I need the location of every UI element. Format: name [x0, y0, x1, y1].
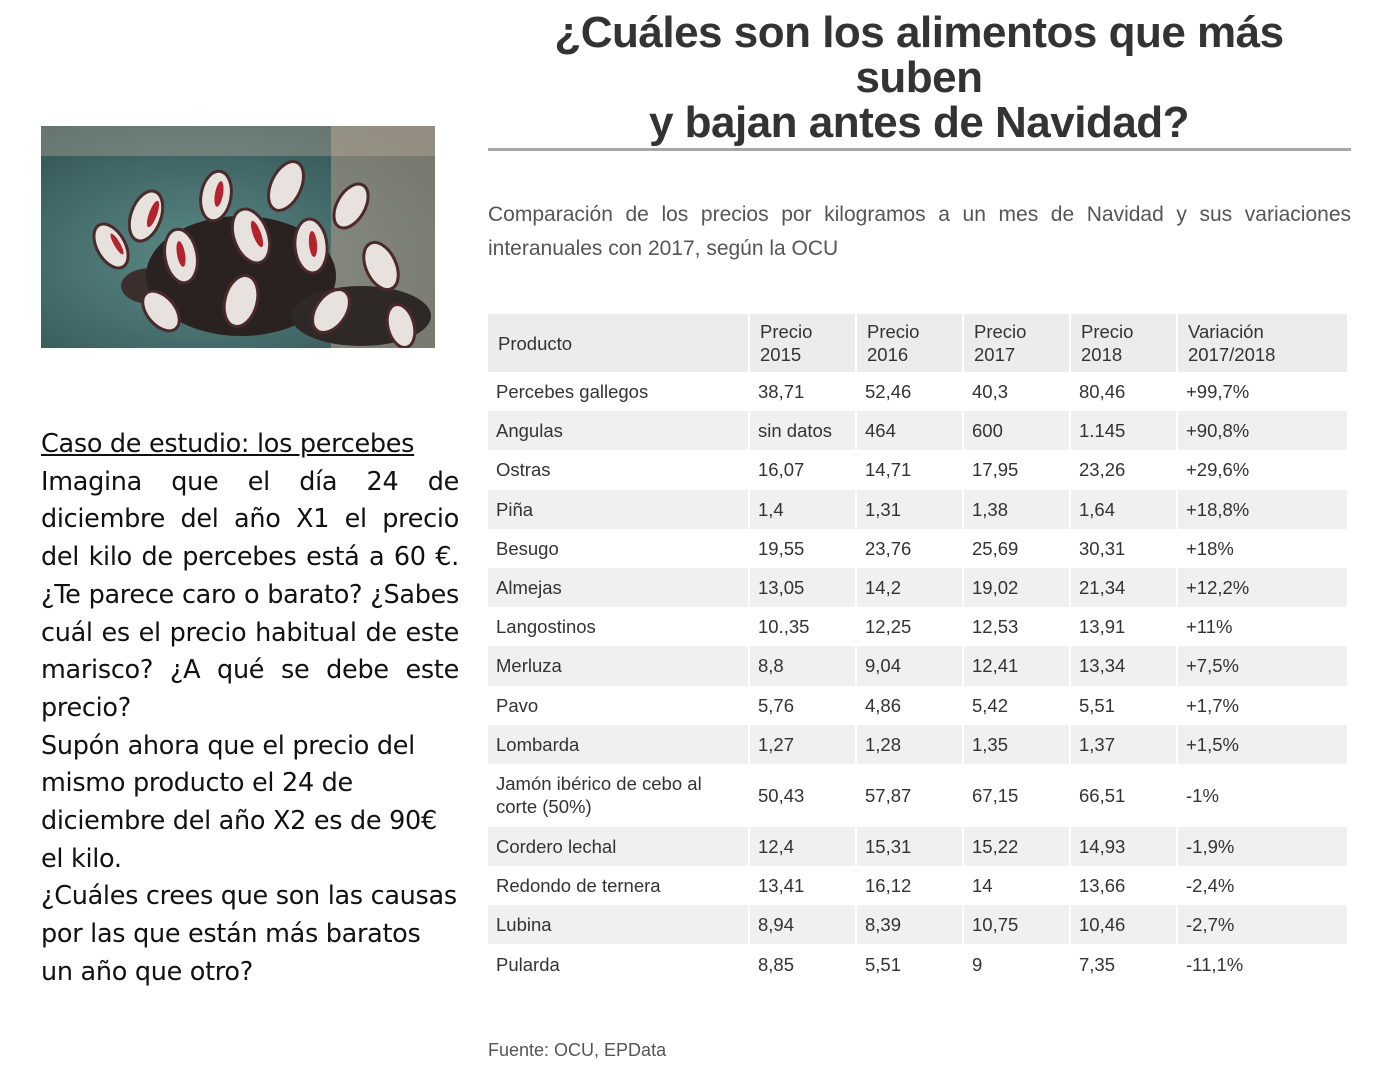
cell-price-2016: 52,46 [857, 372, 964, 411]
cell-price-2015: 5,76 [750, 686, 857, 725]
cell-variation: -11,1% [1178, 944, 1349, 983]
cell-price-2016: 8,39 [857, 905, 964, 944]
cell-price-2015: 1,27 [750, 725, 857, 764]
cell-price-2015: 1,4 [750, 490, 857, 529]
cell-price-2018: 10,46 [1071, 905, 1178, 944]
cell-product: Lubina [488, 905, 750, 944]
cell-price-2017: 15,22 [964, 827, 1071, 866]
cell-product: Angulas [488, 411, 750, 450]
cell-price-2015: 10.,35 [750, 607, 857, 646]
cell-variation: -2,4% [1178, 866, 1349, 905]
header-variation: Variación 2017/2018 [1178, 314, 1349, 372]
cell-price-2016: 464 [857, 411, 964, 450]
cell-product: Cordero lechal [488, 827, 750, 866]
header-price-2018: Precio 2018 [1071, 314, 1178, 372]
source-note: Fuente: OCU, EPData [488, 1040, 667, 1060]
cell-price-2015: 16,07 [750, 450, 857, 489]
cell-price-2017: 14 [964, 866, 1071, 905]
cell-price-2018: 7,35 [1071, 944, 1178, 983]
cell-price-2015: 8,8 [750, 646, 857, 685]
cell-product: Langostinos [488, 607, 750, 646]
cell-price-2017: 5,42 [964, 686, 1071, 725]
cell-price-2018: 5,51 [1071, 686, 1178, 725]
cell-price-2016: 4,86 [857, 686, 964, 725]
cell-price-2015: 38,71 [750, 372, 857, 411]
table-row [488, 686, 1349, 725]
table-row [488, 866, 1349, 905]
cell-variation: +18,8% [1178, 490, 1349, 529]
cell-price-2015: 19,55 [750, 529, 857, 568]
table-row [488, 646, 1349, 685]
header-price-2017: Precio 2017 [964, 314, 1071, 372]
cell-price-2017: 9 [964, 944, 1071, 983]
cell-price-2016: 15,31 [857, 827, 964, 866]
cell-price-2018: 80,46 [1071, 372, 1178, 411]
cell-variation: +12,2% [1178, 568, 1349, 607]
cell-price-2016: 1,31 [857, 490, 964, 529]
cell-product: Percebes gallegos [488, 372, 750, 411]
table-row [488, 607, 1349, 646]
cell-price-2015: sin datos [750, 411, 857, 450]
cell-price-2018: 13,66 [1071, 866, 1178, 905]
header-product: Producto [488, 314, 750, 372]
price-table [488, 314, 1349, 984]
cell-price-2017: 67,15 [964, 764, 1071, 827]
case-study-heading: Caso de estudio: los percebes [41, 429, 415, 459]
cell-price-2016: 14,71 [857, 450, 964, 489]
cell-variation: -1,9% [1178, 827, 1349, 866]
cell-price-2018: 13,91 [1071, 607, 1178, 646]
cell-product: Jamón ibérico de cebo al corte (50%) [488, 764, 750, 827]
cell-price-2016: 23,76 [857, 529, 964, 568]
cell-price-2017: 10,75 [964, 905, 1071, 944]
table-row [488, 827, 1349, 866]
cell-variation: -1% [1178, 764, 1349, 827]
cell-price-2017: 25,69 [964, 529, 1071, 568]
table-row [488, 372, 1349, 411]
cell-price-2016: 14,2 [857, 568, 964, 607]
cell-price-2016: 57,87 [857, 764, 964, 827]
cell-price-2018: 66,51 [1071, 764, 1178, 827]
page-title-line-2: y bajan antes de Navidad? [648, 98, 1190, 147]
cell-variation: +99,7% [1178, 372, 1349, 411]
header-price-2015: Precio 2015 [750, 314, 857, 372]
cell-variation: +1,5% [1178, 725, 1349, 764]
cell-variation: +29,6% [1178, 450, 1349, 489]
cell-variation: +18% [1178, 529, 1349, 568]
cell-price-2015: 8,94 [750, 905, 857, 944]
page-title-line-1: ¿Cuáles son los alimentos que más suben [554, 8, 1284, 102]
cell-variation: +90,8% [1178, 411, 1349, 450]
cell-variation: +7,5% [1178, 646, 1349, 685]
cell-product: Merluza [488, 646, 750, 685]
cell-price-2015: 12,4 [750, 827, 857, 866]
header-price-2016: Precio 2016 [857, 314, 964, 372]
percebes-photo-icon [41, 126, 435, 348]
table-row [488, 944, 1349, 983]
table-row [488, 450, 1349, 489]
cell-price-2017: 600 [964, 411, 1071, 450]
cell-price-2017: 40,3 [964, 372, 1071, 411]
cell-price-2016: 9,04 [857, 646, 964, 685]
case-study-paragraph-1: Imagina que el día 24 de diciembre del año X1 el precio del kilo de percebes está a 60 €. ¿Te parece caro o barato? ¿Sabes cuál es el precio habitual de este marisco? ¿A qué se debe este precio? [41, 466, 459, 723]
table-row [488, 905, 1349, 944]
case-study-paragraph-2: Supón ahora que el precio del mismo producto el 24 de diciembre del año X2 es de 90€ el kilo. [41, 730, 437, 874]
cell-price-2017: 12,53 [964, 607, 1071, 646]
table-row [488, 764, 1349, 827]
title-divider [488, 148, 1351, 151]
cell-price-2018: 1,37 [1071, 725, 1178, 764]
cell-price-2016: 1,28 [857, 725, 964, 764]
cell-price-2017: 19,02 [964, 568, 1071, 607]
table-subtitle: Comparación de los precios por kilogramos a un mes de Navidad y sus variaciones interanuales con 2017, según la OCU [488, 203, 1351, 260]
table-header-row [488, 314, 1349, 372]
cell-product: Redondo de ternera [488, 866, 750, 905]
cell-price-2017: 1,35 [964, 725, 1071, 764]
cell-price-2017: 1,38 [964, 490, 1071, 529]
cell-price-2018: 13,34 [1071, 646, 1178, 685]
cell-product: Piña [488, 490, 750, 529]
table-row [488, 411, 1349, 450]
cell-price-2018: 21,34 [1071, 568, 1178, 607]
cell-product: Besugo [488, 529, 750, 568]
cell-product: Pularda [488, 944, 750, 983]
cell-product: Ostras [488, 450, 750, 489]
table-row [488, 725, 1349, 764]
cell-price-2015: 8,85 [750, 944, 857, 983]
cell-price-2016: 16,12 [857, 866, 964, 905]
cell-price-2017: 12,41 [964, 646, 1071, 685]
cell-price-2018: 23,26 [1071, 450, 1178, 489]
cell-price-2016: 5,51 [857, 944, 964, 983]
table-row [488, 490, 1349, 529]
case-study [41, 426, 459, 992]
cell-price-2015: 50,43 [750, 764, 857, 827]
cell-price-2017: 17,95 [964, 450, 1071, 489]
cell-price-2015: 13,05 [750, 568, 857, 607]
cell-price-2015: 13,41 [750, 866, 857, 905]
cell-product: Pavo [488, 686, 750, 725]
cell-product: Lombarda [488, 725, 750, 764]
cell-price-2018: 1,64 [1071, 490, 1178, 529]
cell-product: Almejas [488, 568, 750, 607]
percebes-photo [41, 126, 435, 348]
page-title [488, 10, 1350, 145]
cell-variation: +11% [1178, 607, 1349, 646]
cell-price-2018: 14,93 [1071, 827, 1178, 866]
cell-price-2018: 30,31 [1071, 529, 1178, 568]
cell-variation: -2,7% [1178, 905, 1349, 944]
table-row [488, 568, 1349, 607]
case-study-paragraph-3: ¿Cuáles crees que son las causas por las que están más baratos un año que otro? [41, 881, 457, 987]
cell-price-2016: 12,25 [857, 607, 964, 646]
table-row [488, 529, 1349, 568]
cell-variation: +1,7% [1178, 686, 1349, 725]
cell-price-2018: 1.145 [1071, 411, 1178, 450]
